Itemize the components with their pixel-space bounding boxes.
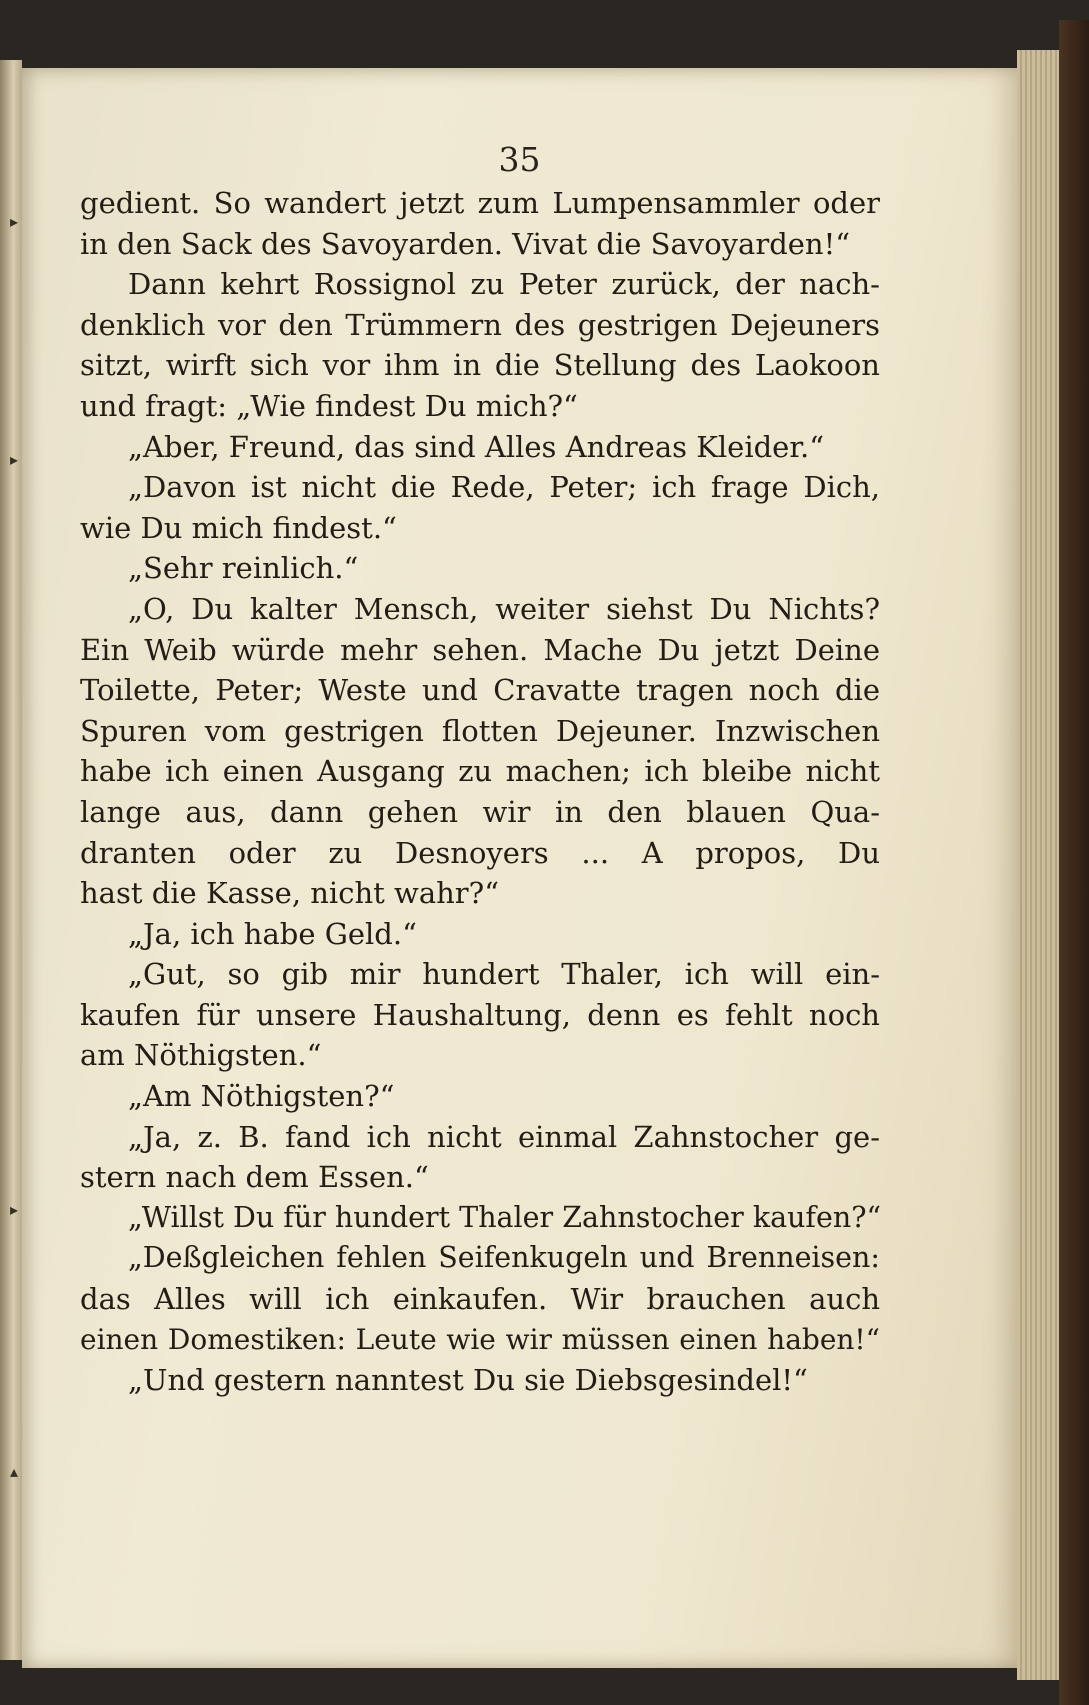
text-line: „Gut, so gib mir hundert Thaler, ich will ein- <box>128 957 880 992</box>
text-line: in den Sack des Savoyarden. Vivat die Savoyarden!“ <box>80 226 851 261</box>
text-line: „Willst Du für hundert Thaler Zahnstocher kaufen?“ <box>128 1200 882 1234</box>
book-cover-edge <box>1059 20 1089 1705</box>
text-line: „Deßgleichen fehlen Seifenkugeln und Brenneisen: <box>128 1241 880 1275</box>
text-line: hast die Kasse, nicht wahr?“ <box>80 876 500 911</box>
page-fore-edge <box>1017 50 1059 1680</box>
book-page <box>22 68 1017 1668</box>
text-line: am Nöthigsten.“ <box>80 1038 322 1073</box>
text-line: denklich vor den Trümmern des gestrigen Dejeuners <box>80 307 880 342</box>
text-line: Dann kehrt Rossignol zu Peter zurück, der nach- <box>128 267 880 302</box>
text-line: „Aber, Freund, das sind Alles Andreas Kleider.“ <box>128 429 825 464</box>
text-line: gedient. So wandert jetzt zum Lumpensammler oder <box>80 186 880 220</box>
margin-mark: ▴ <box>10 1462 19 1481</box>
text-line: lange aus, dann gehen wir in den blauen Qua- <box>80 794 880 829</box>
text-line: habe ich einen Ausgang zu machen; ich bleibe nicht <box>80 754 880 789</box>
page-number: 35 <box>498 140 541 179</box>
text-line: „Ja, z. B. fand ich nicht einmal Zahnstocher ge- <box>128 1119 880 1154</box>
text-line: „Ja, ich habe Geld.“ <box>128 916 417 951</box>
text-line: Toilette, Peter; Weste und Cravatte tragen noch die <box>80 673 880 708</box>
text-line: einen Domestiken: Leute wie wir müssen einen haben!“ <box>80 1322 880 1356</box>
text-line: Ein Weib würde mehr sehen. Mache Du jetzt Deine <box>80 632 880 667</box>
text-line: das Alles will ich einkaufen. Wir brauchen auch <box>80 1282 880 1317</box>
margin-mark: ▸ <box>10 212 19 231</box>
text-line: „Sehr reinlich.“ <box>128 551 359 586</box>
text-line: wie Du mich findest.“ <box>80 510 397 545</box>
text-line: „O, Du kalter Mensch, weiter siehst Du Nichts? <box>128 591 880 626</box>
text-line: kaufen für unsere Haushaltung, denn es fehlt noch <box>80 997 880 1032</box>
text-line: „Davon ist nicht die Rede, Peter; ich frage Dich, <box>128 470 880 505</box>
margin-mark: ▸ <box>10 1200 19 1219</box>
text-line: Spuren vom gestrigen flotten Dejeuner. Inzwischen <box>80 713 880 748</box>
margin-mark: ▸ <box>10 450 19 469</box>
text-line: „Am Nöthigsten?“ <box>128 1079 395 1114</box>
text-line: „Und gestern nanntest Du sie Diebsgesindel!“ <box>128 1363 808 1398</box>
text-line: stern nach dem Essen.“ <box>80 1160 429 1195</box>
text-line: dranten oder zu Desnoyers ... A propos, Du <box>80 835 880 870</box>
text-line: sitzt, wirft sich vor ihm in die Stellung des Laokoon <box>80 348 880 383</box>
text-line: und fragt: „Wie findest Du mich?“ <box>80 388 578 423</box>
text-block <box>80 183 880 1401</box>
